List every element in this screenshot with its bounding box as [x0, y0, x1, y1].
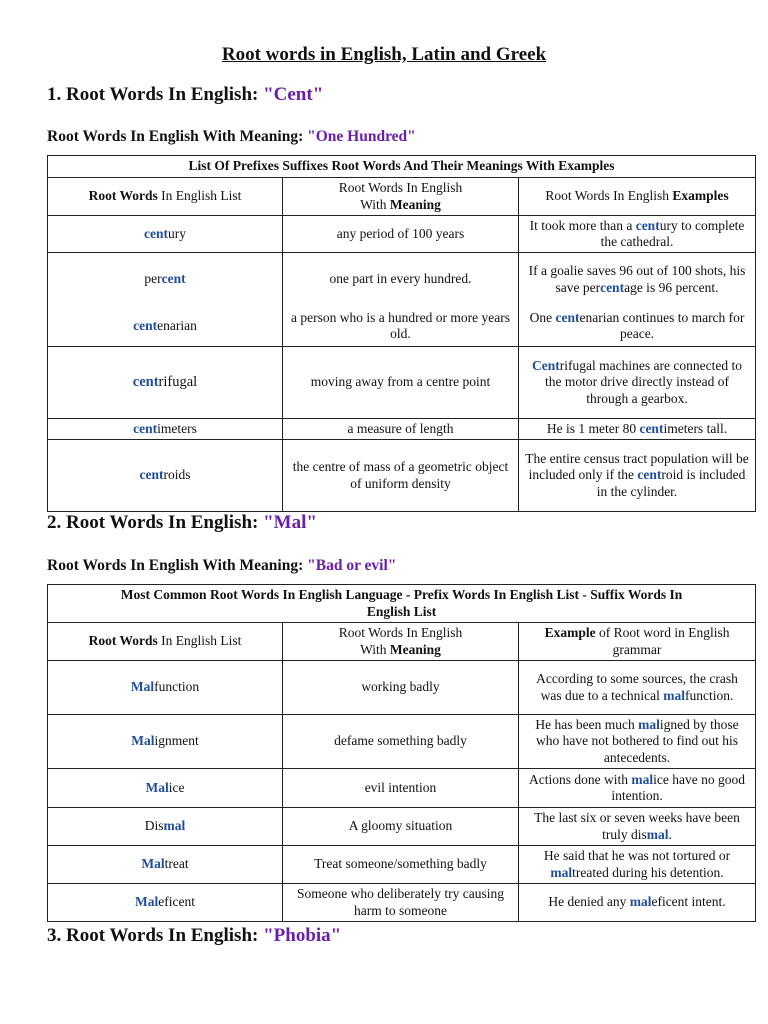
example-text: roid is included in the cylinder.	[596, 467, 746, 499]
root-word-cell	[48, 715, 283, 769]
example-text: .	[668, 826, 672, 842]
table-header-row	[48, 623, 756, 661]
example-text: igned by those who have not bothered to find out his antecedents.	[535, 716, 739, 765]
root-rest: enarian	[157, 317, 197, 333]
root-rest: treat	[164, 856, 189, 872]
example-cell	[519, 715, 756, 769]
header-text: In English List	[157, 633, 242, 649]
table-row	[48, 808, 756, 846]
header-bold: Examples	[672, 188, 729, 204]
heading-root-word: "Phobia"	[263, 925, 342, 946]
meaning-cell: any period of 100 years	[283, 216, 519, 253]
root-highlight: cent	[139, 467, 164, 483]
example-text: age is 96 percent.	[624, 279, 719, 295]
root-rest: ice	[168, 779, 185, 795]
table-caption: List Of Prefixes Suffixes Root Words And Their Meanings With Examples	[48, 156, 756, 178]
table-header-row	[48, 178, 756, 216]
header-bold: Example	[544, 625, 596, 640]
header-text: Root Words In English	[338, 625, 463, 640]
example-cell	[519, 769, 756, 808]
section-1-meaning	[47, 128, 416, 146]
example-text: eficent intent.	[651, 894, 726, 910]
root-highlight: mal	[629, 894, 652, 910]
table-row	[48, 715, 756, 769]
header-text: In English List	[157, 188, 242, 204]
root-highlight: mal	[163, 818, 186, 834]
root-percent	[48, 253, 282, 306]
example-cell	[519, 661, 756, 715]
root-word-cell	[48, 884, 283, 922]
section-2-heading	[47, 512, 317, 534]
heading-root-word: "Mal"	[263, 512, 317, 533]
example-text: Actions done with	[529, 771, 632, 787]
root-word-cell	[48, 769, 283, 808]
meaning-cell: Someone who deliberately try causing harm to someone	[283, 884, 519, 922]
table-row	[48, 846, 756, 884]
root-rest: roids	[163, 467, 191, 483]
header-bold: Meaning	[389, 641, 441, 657]
heading-text: 1. Root Words In English:	[47, 84, 264, 105]
example-cell	[519, 440, 756, 512]
root-highlight: Mal	[130, 679, 155, 695]
meaning-cell: moving away from a centre point	[283, 347, 519, 419]
root-prefix: Dis	[144, 818, 164, 834]
table-caption	[48, 585, 756, 623]
example-text: It took more than a	[529, 217, 636, 233]
root-rest: imeters	[157, 420, 197, 436]
example-text: rifugal machines are connected to the motor drive directly instead of through a gearbox.	[544, 357, 742, 406]
root-highlight: Mal	[135, 894, 159, 910]
example-text: He denied any	[548, 894, 630, 910]
meaning-value: "One Hundred"	[307, 128, 416, 145]
caption-line: Most Common Root Words In English Language - Prefix Words In English List - Suffix Words In	[120, 587, 683, 602]
root-centenarian	[48, 306, 282, 346]
header-bold: Meaning	[389, 196, 441, 212]
table-row	[48, 440, 756, 512]
header-text: With	[360, 196, 390, 212]
document-title: Root words in English, Latin and Greek	[221, 44, 547, 65]
header-examples	[519, 178, 756, 216]
example-text: function.	[684, 687, 734, 703]
root-highlight: Mal	[145, 779, 169, 795]
meaning-value: "Bad or evil"	[307, 557, 397, 574]
root-word-cell	[48, 347, 283, 419]
meaning-cell: A gloomy situation	[283, 808, 519, 846]
root-highlight: cent	[133, 420, 158, 436]
example-percent	[519, 253, 755, 306]
header-example	[519, 623, 756, 661]
header-text: of Root word in English	[595, 625, 730, 640]
example-text: He has been much	[535, 716, 639, 732]
cent-table	[47, 155, 756, 512]
table-row	[48, 769, 756, 808]
header-bold: Root Words	[88, 633, 158, 649]
root-word-cell	[48, 216, 283, 253]
example-centenarian	[519, 306, 755, 346]
header-bold: Root Words	[88, 188, 158, 204]
example-cell	[519, 216, 756, 253]
table-row-group	[48, 253, 756, 347]
table-row	[48, 216, 756, 253]
header-text: With	[360, 641, 390, 657]
heading-text: 2. Root Words In English:	[47, 512, 264, 533]
root-highlight: cent	[600, 279, 625, 295]
example-text: He said that he was not tortured or	[543, 848, 731, 863]
root-highlight: Mal	[141, 856, 165, 872]
table-row	[48, 661, 756, 715]
root-highlight: cent	[132, 374, 159, 391]
root-highlight: mal	[646, 826, 669, 842]
header-meaning	[283, 623, 519, 661]
header-meaning	[283, 178, 519, 216]
header-text: Root Words In English	[338, 180, 463, 195]
example-cell	[519, 347, 756, 419]
root-highlight: cent	[133, 317, 158, 333]
root-word-cell	[48, 661, 283, 715]
header-text: Root Words In English	[545, 188, 673, 204]
section-2-meaning	[47, 557, 396, 575]
root-rest: ury	[168, 225, 186, 241]
root-highlight: cent	[635, 217, 660, 233]
root-highlight: cent	[639, 420, 664, 436]
root-rest: rifugal	[158, 374, 198, 391]
root-highlight: Cent	[532, 357, 560, 373]
meaning-cell: evil intention	[283, 769, 519, 808]
table-row	[48, 419, 756, 440]
example-text: If a goalie saves 96 out of 100 shots, his save per	[528, 263, 746, 295]
caption-line: English List	[366, 603, 437, 619]
example-text: He is 1 meter 80	[546, 420, 640, 436]
section-1-heading	[47, 84, 323, 106]
root-word-cell	[48, 808, 283, 846]
example-text: ury to complete the cathedral.	[600, 217, 745, 249]
root-word-cell	[48, 253, 283, 347]
meaning-cell: the centre of mass of a geometric object of uniform density	[283, 440, 519, 512]
example-text: The last six or seven weeks have been truly dis	[534, 810, 740, 842]
meaning-cell: defame something badly	[283, 715, 519, 769]
example-text: One	[529, 309, 556, 325]
meaning-cell: working badly	[283, 661, 519, 715]
root-highlight: cent	[144, 225, 168, 241]
root-highlight: mal	[638, 716, 660, 732]
meaning-cell: Treat someone/something badly	[283, 846, 519, 884]
root-highlight: mal	[663, 687, 685, 703]
root-highlight: Mal	[131, 733, 155, 749]
example-text: imeters tall.	[663, 420, 728, 436]
root-word-cell	[48, 440, 283, 512]
table-row	[48, 347, 756, 419]
example-text: The entire census tract population will be included only if the	[525, 450, 749, 483]
heading-root-word: "Cent"	[263, 84, 324, 105]
root-highlight: cent	[637, 467, 662, 483]
root-highlight: cent	[161, 271, 186, 287]
root-prefix: per	[144, 271, 162, 287]
example-cell	[519, 419, 756, 440]
example-cell	[519, 253, 756, 347]
example-cell	[519, 884, 756, 922]
example-cell	[519, 808, 756, 846]
meaning-label: Root Words In English With Meaning:	[47, 557, 308, 574]
example-text: According to some sources, the crash was due to a technical	[536, 671, 738, 703]
root-highlight: cent	[555, 309, 580, 325]
heading-text: 3. Root Words In English:	[47, 925, 264, 946]
header-root-words	[48, 178, 283, 216]
root-word-cell	[48, 846, 283, 884]
root-highlight: mal	[631, 771, 654, 787]
meaning-percent: one part in every hundred.	[329, 271, 472, 287]
meaning-label: Root Words In English With Meaning:	[47, 128, 308, 145]
mal-table	[47, 584, 756, 922]
root-word-cell	[48, 419, 283, 440]
example-text: ice have no good intention.	[611, 771, 745, 803]
example-cell	[519, 846, 756, 884]
header-text: grammar	[612, 641, 662, 657]
meaning-cell	[283, 253, 519, 347]
section-3-heading	[47, 925, 341, 947]
meaning-centenarian: a person who is a hundred or more years old.	[291, 309, 510, 342]
header-root-words	[48, 623, 283, 661]
root-rest: function	[154, 679, 200, 695]
root-highlight: mal	[550, 864, 573, 880]
root-rest: ignment	[154, 733, 199, 749]
example-text: enarian continues to march for peace.	[579, 309, 745, 342]
meaning-cell: a measure of length	[283, 419, 519, 440]
root-rest: eficent	[158, 894, 195, 910]
example-text: treated during his detention.	[572, 864, 724, 880]
table-row	[48, 884, 756, 922]
